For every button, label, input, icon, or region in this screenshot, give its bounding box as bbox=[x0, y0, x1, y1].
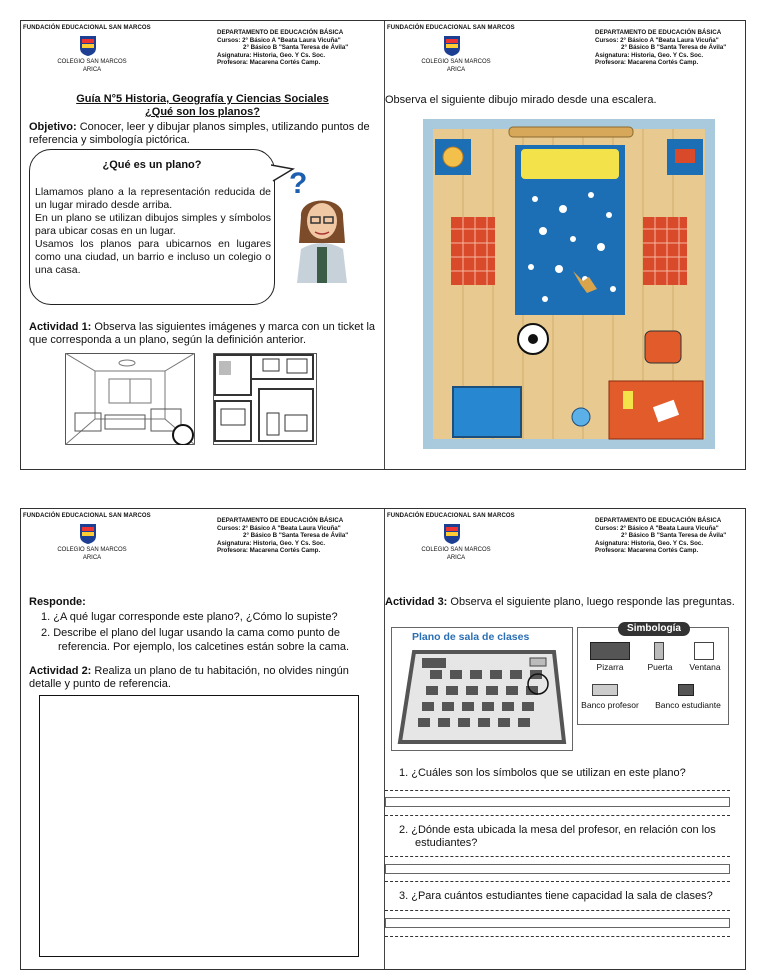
school-header bbox=[385, 513, 748, 573]
school-name: FUNDACIÓN EDUCACIONAL SAN MARCOS bbox=[23, 25, 151, 31]
puerta-symbol-icon bbox=[654, 642, 664, 660]
course-info: DEPARTAMENTO DE EDUCACIÓN BÁSICA Cursos: 2° Básico A "Beata Laura Vicuña" 2° Básico B "Santa Teresa de Ávila" Asignatura: Historia, Geo. Y Cs. Soc. Profesora: Macarena Cortés Camp. bbox=[595, 517, 727, 555]
guide-subtitle: ¿Qué son los planos? bbox=[145, 106, 260, 118]
school-crest-icon bbox=[79, 523, 97, 545]
pizarra-label: Pizarra bbox=[596, 662, 624, 672]
puerta-label: Puerta bbox=[647, 662, 673, 672]
colegio-label: COLEGIO SAN MARCOS ARICA bbox=[421, 59, 491, 73]
question-mark-icon: ? bbox=[289, 167, 308, 200]
school-header bbox=[21, 513, 384, 573]
panel-guide-intro bbox=[21, 21, 384, 469]
worksheet-page-2 bbox=[20, 508, 746, 970]
school-header bbox=[385, 25, 748, 85]
course-info: DEPARTAMENTO DE EDUCACIÓN BÁSICA Cursos: 2° Básico A "Beata Laura Vicuña" 2° Básico B "Santa Teresa de Ávila" Asignatura: Historia, Geo. Y Cs. Soc. Profesora: Macarena Cortés Camp. bbox=[217, 517, 349, 555]
worksheet-page-1 bbox=[20, 20, 746, 470]
school-name: FUNDACIÓN EDUCACIONAL SAN MARCOS bbox=[23, 513, 151, 519]
activity-2: Actividad 2: Realiza un plano de tu habitación, no olvides ningún detalle y punto de referencia. bbox=[29, 665, 349, 690]
course-info: DEPARTAMENTO DE EDUCACIÓN BÁSICA Cursos: 2° Básico A "Beata Laura Vicuña" 2° Básico B "Santa Teresa de Ávila" Asignatura: Historia, Geo. Y Cs. Soc. Profesora: Macarena Cortés Camp. bbox=[595, 29, 727, 67]
school-name: FUNDACIÓN EDUCACIONAL SAN MARCOS bbox=[387, 513, 515, 519]
activity-1: Actividad 1: Observa las siguientes imágenes y marca con un ticket la que corresponda a un plano, según la definición anterior. bbox=[29, 321, 376, 346]
plan-title: Plano de sala de clases bbox=[412, 631, 530, 643]
question-2: 2. Describe el plano del lugar usando la cama como punto de bbox=[41, 627, 341, 639]
activity-3-question-2-continued: estudiantes? bbox=[415, 837, 478, 849]
school-crest-icon bbox=[79, 35, 97, 57]
answer-field-3[interactable] bbox=[385, 918, 730, 928]
guide-title: Guía N°5 Historia, Geografía y Ciencias Sociales bbox=[76, 93, 329, 105]
panel-bedroom-drawing bbox=[385, 21, 748, 469]
answer-field-1[interactable] bbox=[385, 797, 730, 807]
banco-profesor-symbol-icon bbox=[592, 684, 618, 696]
school-name: FUNDACIÓN EDUCACIONAL SAN MARCOS bbox=[387, 25, 515, 31]
answer-field-2[interactable] bbox=[385, 864, 730, 874]
course-info: DEPARTAMENTO DE EDUCACIÓN BÁSICA Cursos: 2° Básico A "Beata Laura Vicuña" 2° Básico B "Santa Teresa de Ávila" Asignatura: Historia, Geo. Y Cs. Soc. Profesora: Macarena Cortés Camp. bbox=[217, 29, 349, 67]
ventana-symbol-icon bbox=[694, 642, 714, 660]
activity-3-question-2: 2. ¿Dónde esta ubicada la mesa del profesor, en relación con los bbox=[399, 824, 716, 836]
bubble-title: ¿Qué es un plano? bbox=[102, 159, 202, 171]
definition-bubble bbox=[29, 149, 275, 305]
school-crest-icon bbox=[443, 523, 461, 545]
panel-questions-activity-2 bbox=[21, 509, 384, 969]
colegio-label: COLEGIO SAN MARCOS ARICA bbox=[57, 547, 127, 561]
responde-heading: Responde: bbox=[29, 596, 86, 608]
banco-estudiante-symbol-icon bbox=[678, 684, 694, 696]
activity-3-question-3: 3. ¿Para cuántos estudiantes tiene capacidad la sala de clases? bbox=[399, 890, 713, 902]
bedroom-instruction: Observa el siguiente dibujo mirado desde una escalera. bbox=[385, 94, 657, 106]
banco-profesor-label: Banco profesor bbox=[581, 700, 639, 710]
teacher-avatar bbox=[291, 187, 353, 283]
school-crest-icon bbox=[443, 35, 461, 57]
classroom-plan bbox=[391, 627, 573, 751]
activity-3-question-1: 1. ¿Cuáles son los símbolos que se utilizan en este plano? bbox=[399, 767, 686, 779]
question-1: 1. ¿A qué lugar corresponde este plano?, ¿Cómo lo supiste? bbox=[41, 611, 338, 623]
colegio-label: COLEGIO SAN MARCOS ARICA bbox=[421, 547, 491, 561]
activity-3: Actividad 3: Observa el siguiente plano, luego responde las preguntas. bbox=[385, 596, 735, 608]
pizarra-symbol-icon bbox=[590, 642, 630, 660]
objective: Objetivo: Conocer, leer y dibujar planos simples, utilizando puntos de referencia y simbología pictórica. bbox=[29, 121, 370, 146]
bedroom-top-view-image bbox=[423, 119, 715, 449]
symbology-title: Simbología bbox=[618, 622, 690, 636]
bubble-body: Llamamos plano a la representación reducida de un lugar mirado desde arriba. En un plano se utilizan dibujos simples y símbolos para ubicar cosas en un lugar. Usamos los planos para ubicarnos en lugares como una ciudad, un barrio e incluso un colegio o una casa. bbox=[35, 186, 271, 276]
living-room-sketch-image bbox=[65, 353, 195, 445]
drawing-area[interactable] bbox=[39, 695, 359, 957]
classroom-floor-plan-image bbox=[396, 646, 568, 748]
question-2-continued: referencia. Por ejemplo, los calcetines están sobre la cama. bbox=[58, 641, 350, 653]
symbology-legend bbox=[577, 623, 729, 725]
panel-activity-3 bbox=[385, 509, 748, 969]
school-header bbox=[21, 25, 384, 85]
ventana-label: Ventana bbox=[689, 662, 721, 672]
colegio-label: COLEGIO SAN MARCOS ARICA bbox=[57, 59, 127, 73]
banco-estudiante-label: Banco estudiante bbox=[655, 700, 721, 710]
floor-plan-sketch-image bbox=[213, 353, 317, 445]
